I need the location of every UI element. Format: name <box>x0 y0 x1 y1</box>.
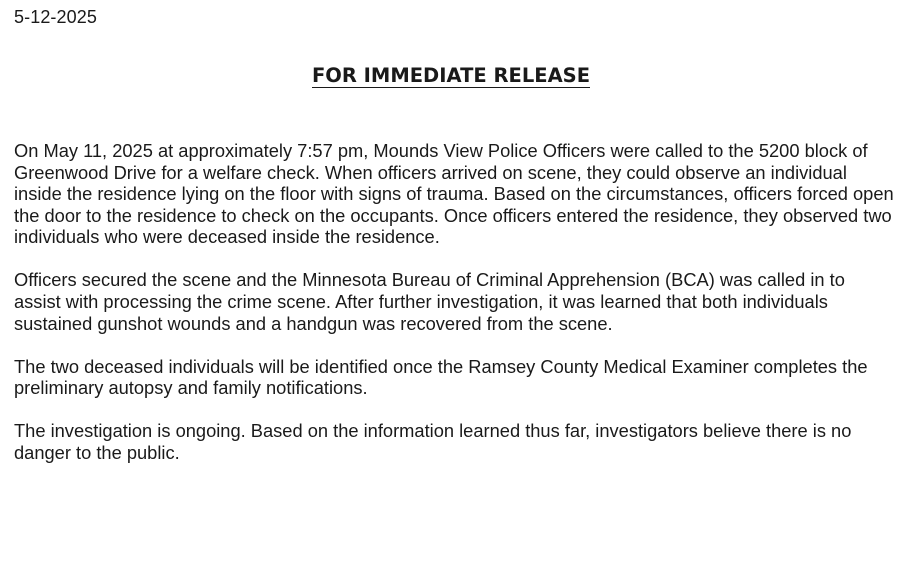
paragraph-investigation: Officers secured the scene and the Minnesota Bureau of Criminal Apprehension (BCA) was called in to assist with processing the crime scene. After further investigation, it was learned that both individuals sustained gunshot wounds and a handgun was recovered from the scene. <box>14 269 845 334</box>
headline-text: FOR IMMEDIATE RELEASE <box>311 64 591 87</box>
paragraph-incident: On May 11, 2025 at approximately 7:57 pm, Mounds View Police Officers were called to the 5200 block of Greenwood Drive for a welfare check. When officers arrived on scene, they could observe an individual inside the residence lying on the floor with signs of trauma. Based on the circumstances, officers forced open the door to the residence to check on the occupants. Once officers entered the residence, they observed two individuals who were deceased inside the residence. <box>14 140 894 248</box>
release-date: 5-12-2025 <box>14 7 97 27</box>
paragraph-status: The investigation is ongoing. Based on the information learned thus far, investigators believe there is no danger to the public. <box>14 420 852 464</box>
paragraph-identification: The two deceased individuals will be identified once the Ramsey County Medical Examiner completes the preliminary autopsy and family notifications. <box>14 355 868 399</box>
release-body <box>14 140 894 485</box>
headline <box>0 63 902 89</box>
